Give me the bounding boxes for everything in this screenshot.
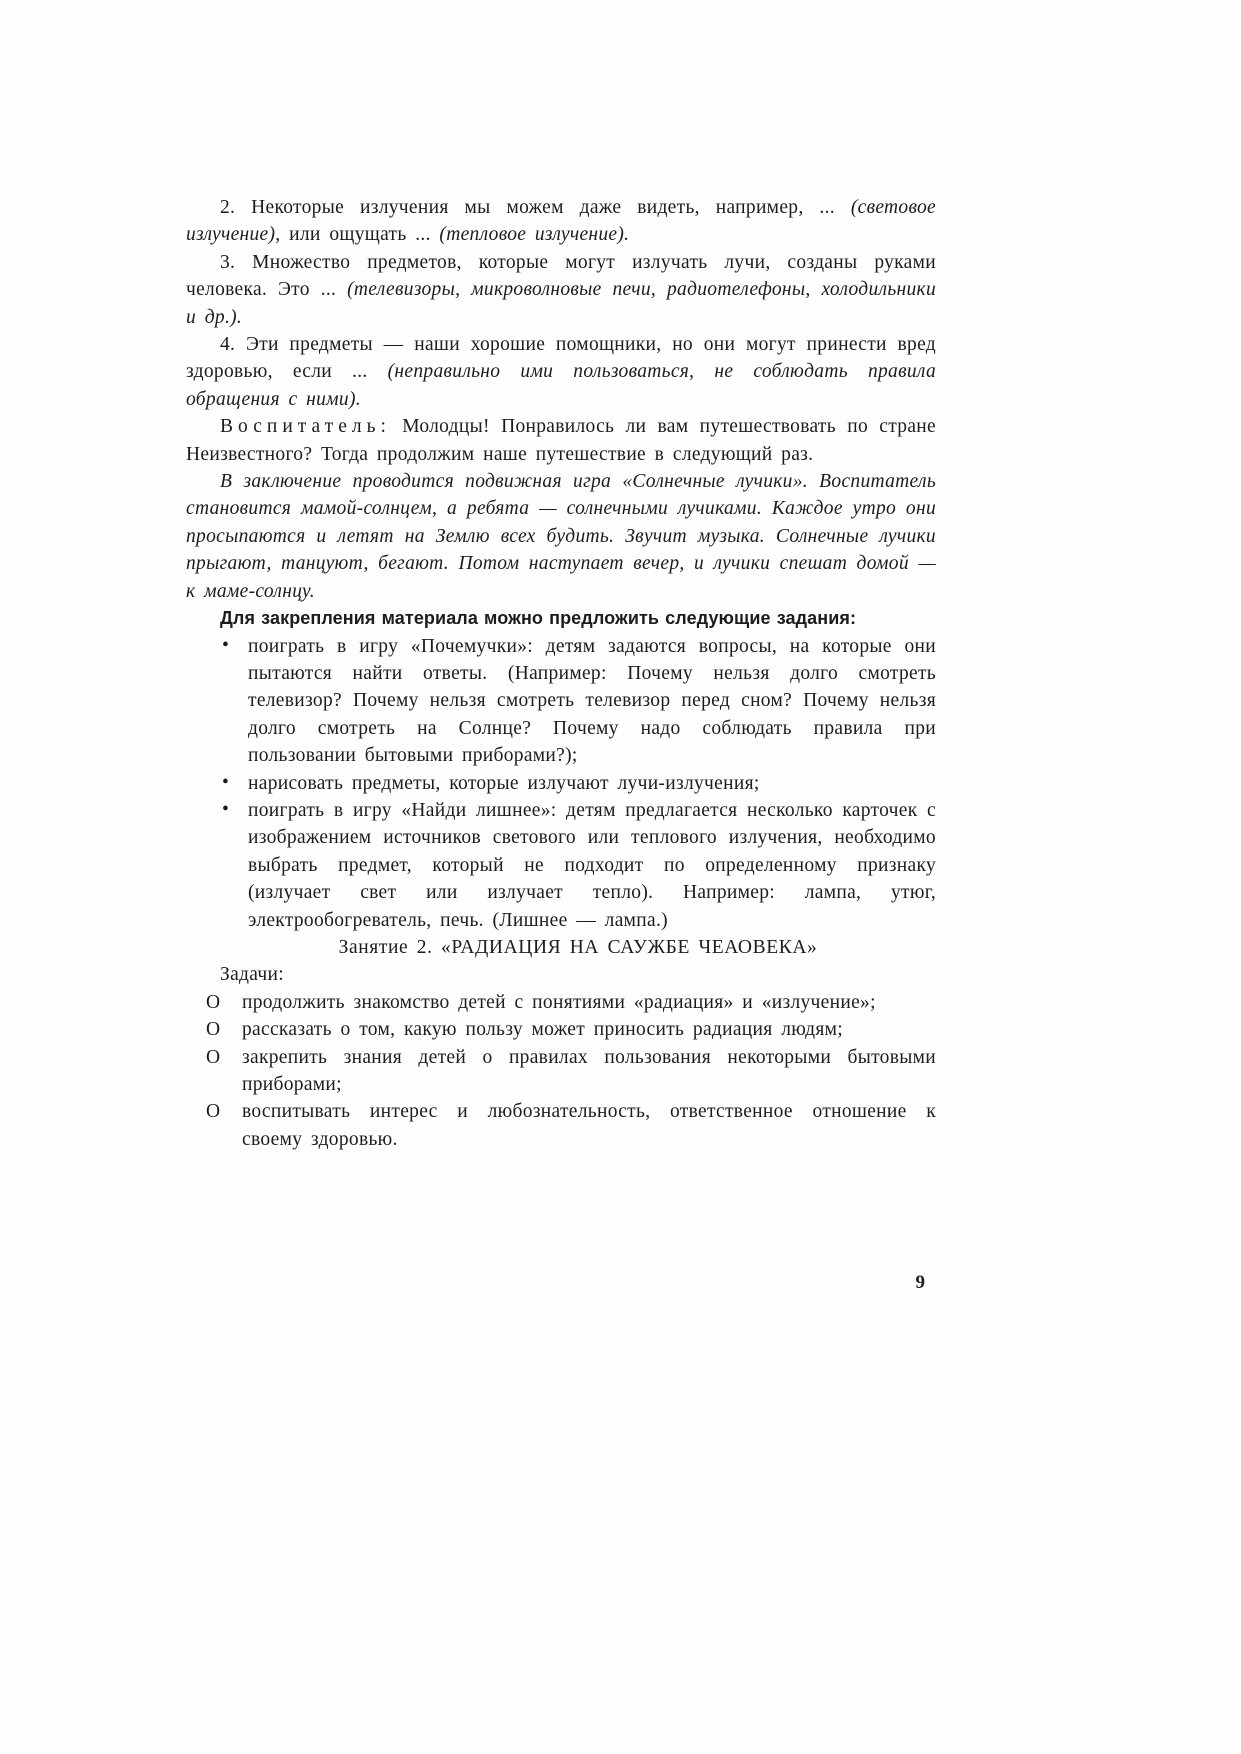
text-run: Молодцы! Понравилось ли вам путешествовать по стране Неизвестного? Тогда продолжим наше путешествие в следующий раз. — [186, 416, 936, 465]
list-item-text: нарисовать предметы, которые излучают лучи-излучения; — [248, 772, 760, 794]
numbered-item-3 — [186, 249, 936, 331]
numbered-item-2 — [186, 194, 936, 249]
bullet-marker: • — [222, 771, 230, 793]
list-item — [186, 1044, 936, 1099]
bullet-marker: • — [222, 798, 230, 820]
bullet-list — [186, 633, 936, 934]
text-run: 3. Множество предметов, которые могут излучать лучи, созданы руками человека. Это ... — [186, 251, 936, 301]
list-item-text: поиграть в игру «Найди лишнее»: детям предлагается несколько карточек с изображением источников светового или теплового излучения, необходимо выбрать предмет, который не подходит по определенному признаку (излучает свет или излучает тепло). Например: лампа, утюг, электрообогреватель, печь. (Лишнее — лампа.) — [248, 799, 936, 931]
objective-marker: О — [206, 1101, 221, 1123]
text-block — [186, 194, 936, 1153]
text-run-italic: (неправильно ими пользоваться, не соблюдать правила обращения с ними). — [186, 361, 936, 410]
objective-marker: О — [206, 1046, 221, 1068]
list-item — [186, 1098, 936, 1153]
text-run-italic: (световое излучение), — [186, 197, 936, 246]
teacher-paragraph — [186, 413, 936, 468]
list-item — [186, 770, 936, 797]
list-item-text: поиграть в игру «Почемучки»: детям задаются вопросы, на которые они пытаются найти ответы. (Например: Почему нельзя долго смотреть телевизор? Почему нельзя смотреть телевизор перед сном? Почему нельзя долго смотреть на Солнце? Почему надо соблюдать правила при пользовании бытовыми приборами?); — [248, 635, 936, 767]
text-run: 2. Некоторые излучения мы можем даже видеть, например, ... — [220, 197, 851, 218]
list-item — [186, 1016, 936, 1043]
objective-list — [186, 989, 936, 1153]
list-item-text: воспитывать интерес и любознательность, ответственное отношение к своему здоровью. — [242, 1101, 936, 1150]
tasks-heading: Для закрепления материала можно предложить следующие задания: — [220, 608, 857, 629]
text-run: или ощущать ... — [280, 224, 440, 246]
game-note-paragraph: В заключение проводится подвижная игра «Солнечные лучики». Воспитатель становится мамой-солнцем, а ребята — солнечными лучиками. Каждое утро они просыпаются и летят на Землю всех будить. Звучит музыка. Солнечные лучики прыгают, танцуют, бегают. Потом наступает вечер, и лучики спешат домой — к маме-солнцу. — [186, 471, 936, 602]
list-item-text: рассказать о том, какую пользу может приносить радиация людям; — [242, 1019, 843, 1041]
list-item-text: закрепить знания детей о правилах пользования некоторыми бытовыми приборами; — [242, 1046, 936, 1095]
tasks-label: Задачи: — [220, 964, 284, 986]
list-item — [186, 989, 936, 1016]
text-run-italic: (тепловое излучение). — [439, 224, 630, 246]
page-number: 9 — [915, 1272, 925, 1293]
objective-marker: О — [206, 1019, 221, 1041]
text-run: 4. Эти предметы — наши хорошие помощники, но они могут принести вред здоровью, если ... — [186, 334, 936, 383]
bullet-marker: • — [222, 634, 230, 656]
text-run-italic: (телевизоры, микроволновые печи, радиотелефоны, холодильники и др.). — [186, 279, 936, 328]
objective-marker: О — [206, 991, 221, 1013]
list-item-text: продолжить знакомство детей с понятиями «радиация» и «излучение»; — [242, 991, 876, 1013]
numbered-item-4 — [186, 331, 936, 413]
lesson-heading: Занятие 2. «РАДИАЦИЯ НА САУЖБЕ ЧЕАОВЕКА» — [338, 936, 818, 958]
list-item — [186, 797, 936, 934]
list-item — [186, 633, 936, 770]
teacher-label: Воспитатель: — [220, 416, 391, 438]
